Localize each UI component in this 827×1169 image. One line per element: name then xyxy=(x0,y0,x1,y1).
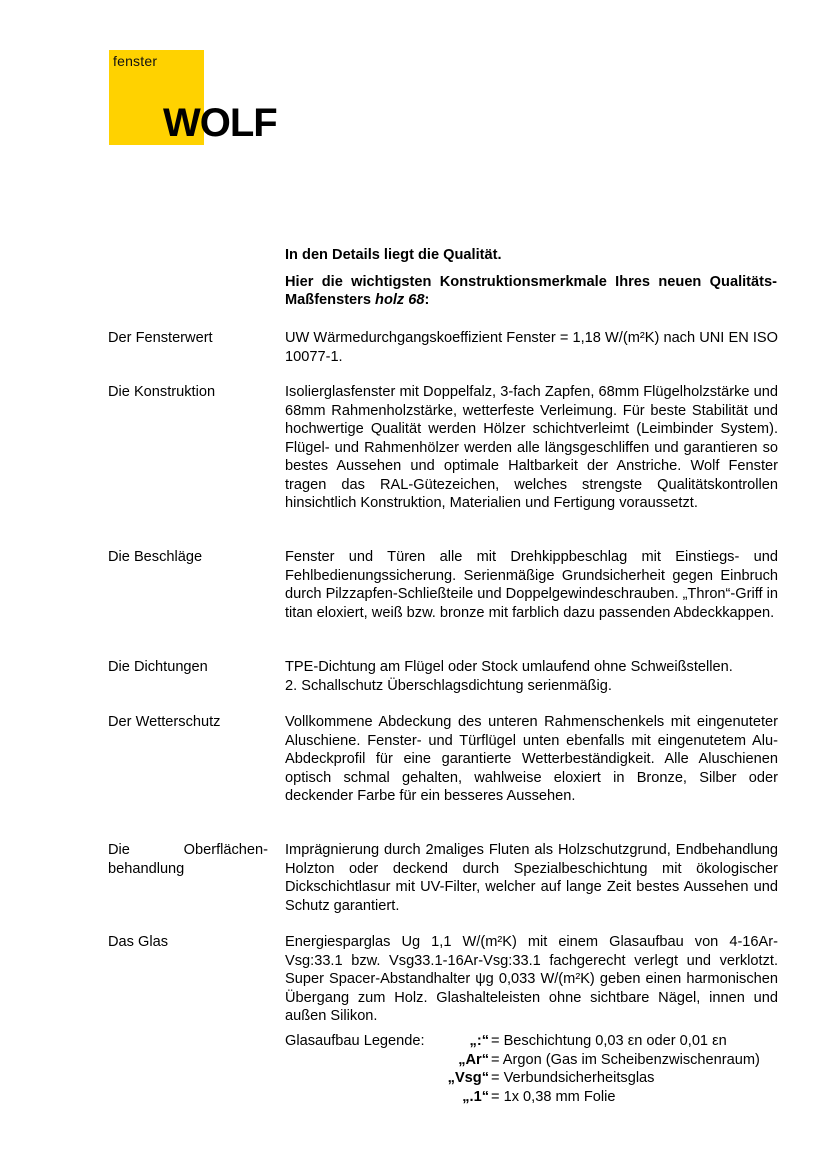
section-text-line: 2. Schallschutz Überschlagsdichtung serienmäßig. xyxy=(285,677,612,694)
legend-key: „Vsg“ xyxy=(447,1070,489,1086)
section-text: Imprägnierung durch 2maliges Fluten als Holzschutzgrund, Endbehandlung Holzton oder deckend durch Spezialbeschichtung mit ökologischer Dickschichtlasur mit UV-Filter, welcher auf lange Zeit bestes Aussehen und Schutz garantiert. xyxy=(285,842,778,914)
legend-lead: Glasaufbau Legende: xyxy=(285,1033,425,1049)
intro-subheading-colon: : xyxy=(424,292,430,308)
legend-value: = Beschichtung 0,03 εn oder 0,01 εn xyxy=(491,1033,727,1049)
section-text: UW Wärmedurchgangskoeffizient Fenster = 1,18 W/(m²K) nach UNI EN ISO 10077-1. xyxy=(285,330,778,365)
company-logo xyxy=(109,50,277,145)
section-text-line: TPE-Dichtung am Flügel oder Stock umlaufend ohne Schweißstellen. xyxy=(285,659,733,675)
section-label: Die Konstruktion xyxy=(108,384,216,400)
legend-value: = Argon (Gas im Scheibenzwischenraum) xyxy=(491,1051,760,1068)
section-label: Die Oberflächen-behandlung xyxy=(108,842,268,877)
intro-subheading xyxy=(285,273,777,309)
legend-value: = 1x 0,38 mm Folie xyxy=(491,1088,616,1105)
section-label: Der Wetterschutz xyxy=(108,714,221,730)
legend-row xyxy=(285,1088,777,1107)
section-text: Fenster und Türen alle mit Drehkippbeschlag mit Einstiegs- und Fehlbedienungssicherung. Serienmäßige Grundsicherheit gegen Einbruch durch Pilzzapfen-Schließteile und Doppelgewindeschrauben. „Thron“-Griff in titan eloxiert, weiß bzw. bronze mit farblich dazu passenden Abdeckkappen. xyxy=(285,549,778,621)
product-name: holz 68 xyxy=(375,292,425,308)
glass-legend xyxy=(285,1032,777,1106)
intro-heading: In den Details liegt die Qualität. xyxy=(285,247,502,263)
legend-value: = Verbundsicherheitsglas xyxy=(491,1070,655,1086)
intro-subheading-text: Hier die wichtigsten Konstruktionsmerkmale Ihres neuen Qualitäts-Maßfensters xyxy=(285,274,777,308)
legend-key: „.1“ xyxy=(462,1088,489,1105)
legend-row xyxy=(285,1051,777,1070)
legend-key: „:“ xyxy=(469,1033,489,1049)
logo-brand: WOLF xyxy=(163,101,277,145)
section-label: Die Dichtungen xyxy=(108,659,208,675)
legend-key: „Ar“ xyxy=(458,1051,489,1068)
section-label: Der Fensterwert xyxy=(108,330,213,346)
section-text: Isolierglasfenster mit Doppelfalz, 3-fach Zapfen, 68mm Flügelholzstärke und 68mm Rahmenholzstärke, wetterfeste Verleimung. Für beste Stabilität und hochwertige Qualität werden Hölzer schichtverleimt (Leimbinder System). Flügel- und Rahmenhölzer werden alle längsgeschliffen und garantieren so bestes Aussehen und optimale Haltbarkeit der Anstriche. Wolf Fenster tragen das RAL-Gütezeichen, welches strengste Qualitätskontrollen hinsichtlich Konstruktion, Materialien und Fertigung voraussetzt. xyxy=(285,384,778,511)
section-label: Das Glas xyxy=(108,934,169,950)
section-label: Die Beschläge xyxy=(108,549,203,565)
intro-block xyxy=(285,246,777,318)
section-text: Energiesparglas Ug 1,1 W/(m²K) mit einem Glasaufbau von 4-16Ar-Vsg:33.1 bzw. Vsg33.1-16Ar-Vsg:33.1 fachgerecht verlegt und verklotzt. Super Spacer-Abstandhalter ψg 0,033 W/(m²K) geben einen harmonischen Übergang zum Holz. Glashalteleisten ohne sichtbare Nägel, innen und außen Silikon. xyxy=(285,934,778,1024)
section-text: Vollkommene Abdeckung des unteren Rahmenschenkels mit eingenuteter Aluschiene. Fenster- und Türflügel unten ebenfalls mit eingenutetem Alu-Abdeckprofil für eine garantierte Wetterbeständigkeit. Alle Aluschienen optisch schmal gehalten, wahlweise eloxiert in Bronze, Silber oder deckender Farbe für ein besseres Aussehen. xyxy=(285,714,778,804)
legend-row xyxy=(285,1069,777,1088)
section-text xyxy=(285,658,778,695)
logo-top-word: fenster xyxy=(113,53,158,69)
legend-row xyxy=(285,1032,777,1051)
